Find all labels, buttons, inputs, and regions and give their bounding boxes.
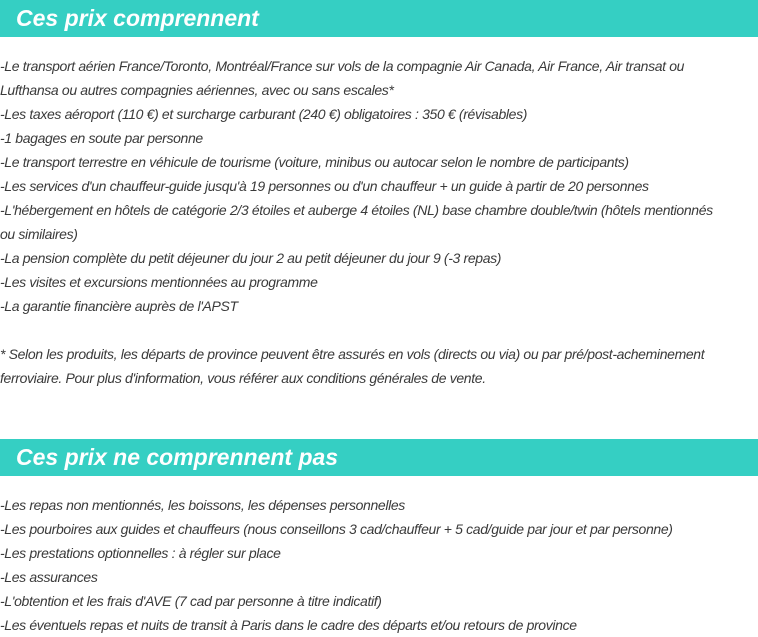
section-excluded	[0, 439, 758, 637]
list-item: -L'hébergement en hôtels de catégorie 2/3 étoiles et auberge 4 étoiles (NL) base chambre double/twin (hôtels mentionnés	[0, 202, 713, 218]
list-item: -Les pourboires aux guides et chauffeurs (nous conseillons 3 cad/chauffeur + 5 cad/guide par jour et par personne)	[0, 521, 673, 537]
list-item: -Les éventuels repas et nuits de transit à Paris dans le cadre des départs et/ou retours de province	[0, 617, 577, 633]
section-title-excluded: Ces prix ne comprennent pas	[0, 439, 758, 476]
list-item: Lufthansa ou autres compagnies aériennes, avec ou sans escales*	[0, 82, 394, 98]
list-item: -Les visites et excursions mentionnées au programme	[0, 274, 318, 290]
list-item: -Les assurances	[0, 569, 98, 585]
footnote-line: ferroviaire. Pour plus d'information, vous référer aux conditions générales de vente.	[0, 370, 486, 386]
list-item: -La garantie financière auprès de l'APST	[0, 298, 238, 314]
list-item: ou similaires)	[0, 226, 78, 242]
spacer	[0, 318, 758, 342]
list-item: -Les services d'un chauffeur-guide jusqu'à 19 personnes ou d'un chauffeur + un guide à partir de 20 personnes	[0, 178, 649, 194]
section-title-included: Ces prix comprennent	[0, 0, 758, 37]
list-item: -Les taxes aéroport (110 €) et surcharge carburant (240 €) obligatoires : 350 € (révisables)	[0, 106, 528, 122]
list-item: -Le transport terrestre en véhicule de tourisme (voiture, minibus ou autocar selon le nombre de participants)	[0, 154, 629, 170]
list-item: -Les prestations optionnelles : à régler sur place	[0, 545, 281, 561]
list-item: -Le transport aérien France/Toronto, Montréal/France sur vols de la compagnie Air Canada, Air France, Air transat ou	[0, 58, 685, 74]
list-item: -L'obtention et les frais d'AVE (7 cad par personne à titre indicatif)	[0, 593, 382, 609]
included-list	[0, 37, 758, 390]
excluded-list	[0, 476, 758, 637]
footnote-line: * Selon les produits, les départs de province peuvent être assurés en vols (directs ou via) ou par pré/post-acheminement	[0, 346, 705, 362]
list-item: -1 bagages en soute par personne	[0, 130, 203, 146]
list-item: -La pension complète du petit déjeuner du jour 2 au petit déjeuner du jour 9 (-3 repas)	[0, 250, 502, 266]
list-item: -Les repas non mentionnés, les boissons, les dépenses personnelles	[0, 497, 405, 513]
